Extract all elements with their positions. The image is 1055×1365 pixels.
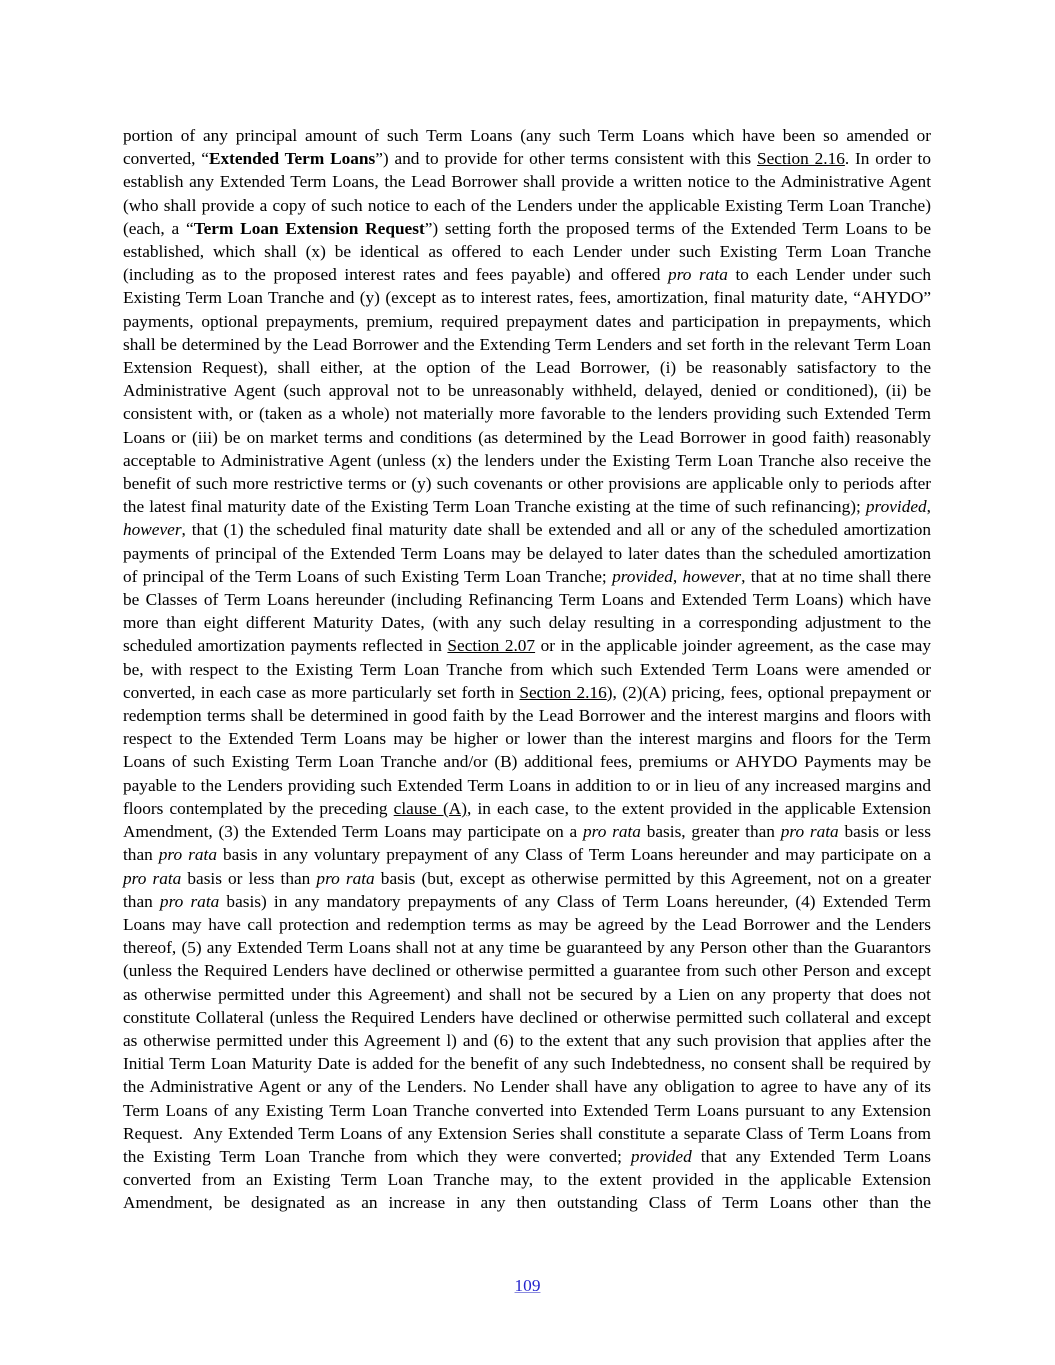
legal-text-paragraph (123, 124, 936, 1215)
text-segment: to each Lender under such Existing Term Loan Tranche and (y) (except as to interest rates, fees, amortization, final maturity date, “AHYDO” payments, optional prepayments, premium, required prepayment dates and participation in prepayments, which shall be determined by the Lead Borrower and the Extending Term Lenders and set forth in the relevant Term Loan Extension Request), shall either, at the option of the Lead Borrower, (i) be reasonably satisfactory to the Administrative Agent (such approval not to be unreasonably withheld, delayed, denied or conditioned), (ii) be consistent with, or (taken as a whole) not materially more favorable to the lenders providing such Extended Term Loans or (iii) be on market terms and conditions (as determined by the Lead Borrower in good faith) reasonably acceptable to Administrative Agent (unless (x) the lenders under the Existing Term Loan Tranche also receive the benefit of such more restrictive terms or (y) such covenants or other provisions are applicable only to periods after the latest final maturity date of the Existing Term Loan Tranche existing at the time of such refinancing); (123, 265, 936, 517)
text-segment: that any Extended Term Loans converted from an Existing Term Loan Tranche may, to the extent provided in the applicable Extension Amendment, be designated as an increase in any then outstanding Class of Term Loans other than the (123, 1146, 936, 1213)
text-segment: , in each case, to the extent provided in the applicable Extension Amendment, (3) the Extended Term Loans may participate on a (123, 798, 935, 842)
proviso-term: provided (612, 566, 673, 586)
defined-term: Extended Term Loans (208, 149, 376, 169)
latin-phrase: pro rata (158, 845, 217, 865)
text-segment: basis or less than (123, 822, 936, 865)
page-footer (0, 1276, 1055, 1296)
latin-phrase: pro rata (316, 868, 375, 888)
latin-phrase: pro rata (123, 868, 182, 888)
text-segment: basis) in any mandatory prepayments of any Class of Term Loans hereunder, (4) Extended Term Loans may have call protection and redemption terms as may be agreed by the Lead Borrower and the Lenders thereof, (5) any Extended Term Loans shall not at any time be guaranteed by any Person other than the Guarantors (unless the Required Lenders have declined or otherwise permitted a guarantee from such other Person and except as otherwise permitted under this Agreement) and shall not be secured by a Lien on any property that does not constitute Collateral (unless the Required Lenders have declined or otherwise permitted such collateral and except as otherwise permitted under this Agreement l) and (6) to the extent that any such provision that applies after the Initial Term Loan Maturity Date is added for the benefit of any such Indebtedness, no consent shall be required by the Administrative Agent or any of the Lenders. No Lender shall have any obligation to agree to have any of its Term Loans of any Existing Term Loan Tranche converted into Extended Term Loans pursuant to any Extension Request. Any Extended Term Loans of any Extension Series shall constitute a separate Class of Term Loans from the Existing Term Loan Tranche from which they were converted; (123, 891, 936, 1166)
text-segment: basis, greater than (640, 822, 781, 842)
text-segment: ), (2)(A) pricing, fees, optional prepayment or redemption terms shall be determined in good faith by the Lead Borrower and the interest margins and floors with respect to the Extended Term Loans may be higher or lower than the interest margins and floors for the Term Loans of such Existing Term Loan Tranche and/or (B) additional fees, premiums or AHYDO Payments may be payable to the Lenders providing such Extended Term Loans in addition to or in lieu of any increased margins and floors contemplated by the preceding (123, 682, 936, 818)
page-number-link[interactable]: 109 (514, 1276, 541, 1295)
text-segment: , that at no time shall there be Classes of Term Loans hereunder (including Refinancing Term Loans and Extended Term Loans) which have more than eight different Maturity Dates, (with any such delay resulting in a corresponding adjustment to the scheduled amortization payments reflected in (123, 566, 936, 656)
text-segment: basis or less than (181, 868, 317, 888)
latin-phrase: pro rata (668, 265, 728, 285)
clause-reference: clause (A) (393, 798, 467, 818)
section-reference: Section 2.16 (756, 149, 845, 169)
proviso-term: however (123, 520, 182, 540)
text-segment: basis (but, except as otherwise permitted by this Agreement, not on a greater than (123, 868, 936, 911)
text-segment: portion of any principal amount of such Term Loans (any such Term Loans which have been so amended or converted, “ (123, 126, 936, 169)
text-segment: , (672, 566, 683, 586)
latin-phrase: pro rata (780, 822, 839, 842)
latin-phrase: pro rata (159, 891, 220, 911)
text-segment: , (926, 497, 936, 517)
text-segment: basis in any voluntary prepayment of any Class of Term Loans hereunder and may participate on a (216, 845, 936, 865)
text-segment: , that (1) the scheduled final maturity date shall be extended and all or any of the scheduled amortization payments of principal of the Extended Term Loans may be delayed to later dates than the scheduled amortization of principal of the Term Loans of such Existing Term Loan Tranche; (123, 520, 936, 586)
defined-term: Term Loan Extension Request (193, 218, 425, 238)
section-reference: Section 2.07 (447, 636, 536, 656)
latin-phrase: pro rata (582, 822, 641, 842)
text-segment: . In order to establish any Extended Term Loans, the Lead Borrower shall provide a written notice to the Administrative Agent (who shall provide a copy of such notice to each of the Lenders under the applicable Existing Term Loan Tranche) (each, a “ (123, 149, 936, 238)
proviso-term: provided (865, 497, 927, 517)
text-segment: ”) setting forth the proposed terms of the Extended Term Loans to be established, which shall (x) be identical as offered to each Lender under such Existing Term Loan Tranche (including as to the proposed interest rates and fees payable) and offered (123, 218, 936, 285)
proviso-term: however (682, 566, 742, 586)
text-segment: or in the applicable joinder agreement, as the case may be, with respect to the Existing Term Loan Tranche from which such Extended Term Loans were amended or converted, in each case as more particularly set forth in (123, 636, 936, 702)
proviso-term: provided (630, 1146, 692, 1166)
text-segment: ”) and to provide for other terms consistent with this (375, 149, 757, 169)
section-reference: Section 2.16 (519, 682, 607, 702)
